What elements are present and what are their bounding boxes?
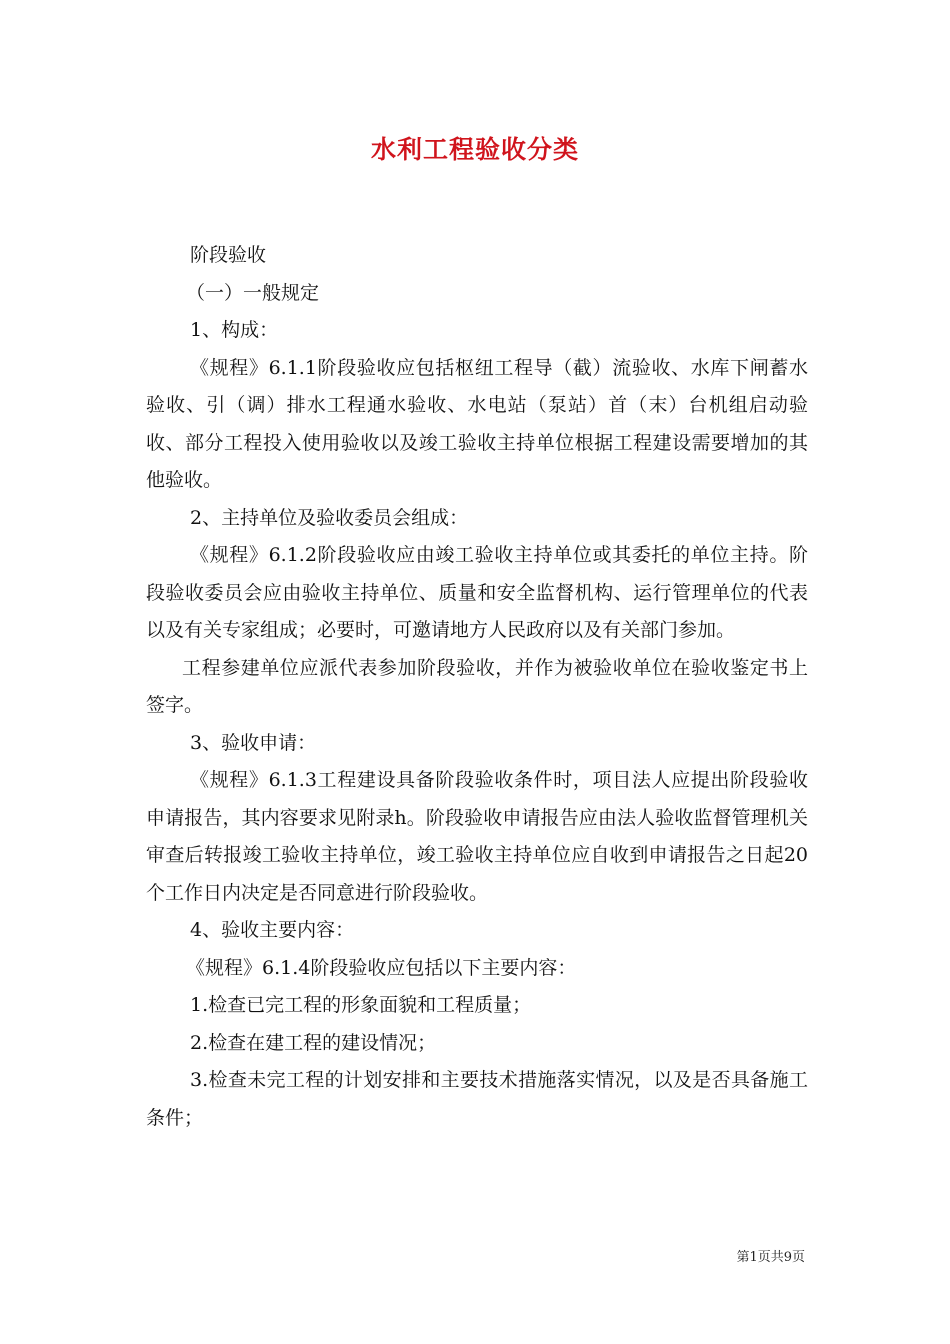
page-number-footer: 第1页共9页 [736, 1250, 805, 1265]
list-item-3: 3.检查未完工程的计划安排和主要技术措施落实情况，以及是否具备施工条件； [146, 1069, 808, 1129]
item-composition: 1、构成： [190, 319, 279, 341]
paragraph-participants: 工程参建单位应派代表参加阶段验收，并作为被验收单位在验收鉴定书上签字。 [146, 656, 808, 716]
list-item-2: 2.检查在建工程的建设情况； [190, 1031, 437, 1054]
heading-stage-acceptance: 阶段验收 [190, 244, 267, 266]
paragraph-rule-6-1-3: 《规程》6.1.3工程建设具备阶段验收条件时，项目法人应提出阶段验收申请报告，其内容要求见附录h。阶段验收申请报告应由法人验收监督管理机关审查后转报竣工验收主持单位，竣工验收主持单位应自收到申请报告之日起20个工作日内决定是否同意进行阶段验收。 [146, 769, 808, 904]
document-title: 水利工程验收分类 [370, 135, 579, 164]
item-host-and-committee: 2、主持单位及验收委员会组成： [190, 506, 469, 529]
heading-general-rules: （一）一般规定 [186, 281, 320, 304]
item-main-content: 4、验收主要内容： [190, 919, 355, 941]
list-item-1: 1.检查已完工程的形象面貌和工程质量； [190, 994, 532, 1016]
item-acceptance-application: 3、验收申请： [190, 731, 317, 754]
paragraph-rule-6-1-4: 《规程》6.1.4阶段验收应包括以下主要内容： [186, 956, 577, 979]
paragraph-rule-6-1-2: 《规程》6.1.2阶段验收应由竣工验收主持单位或其委托的单位主持。阶段验收委员会应由验收主持单位、质量和安全监督机构、运行管理单位的代表以及有关专家组成；必要时，可邀请地方人民政府以及有关部门参加。 [146, 544, 808, 641]
document-body [146, 237, 808, 1137]
paragraph-rule-6-1-1: 《规程》6.1.1阶段验收应包括枢纽工程导（截）流验收、水库下闸蓄水验收、引（调）排水工程通水验收、水电站（泵站）首（末）台机组启动验收、部分工程投入使用验收以及竣工验收主持单位根据工程建设需要增加的其他验收。 [146, 356, 808, 491]
